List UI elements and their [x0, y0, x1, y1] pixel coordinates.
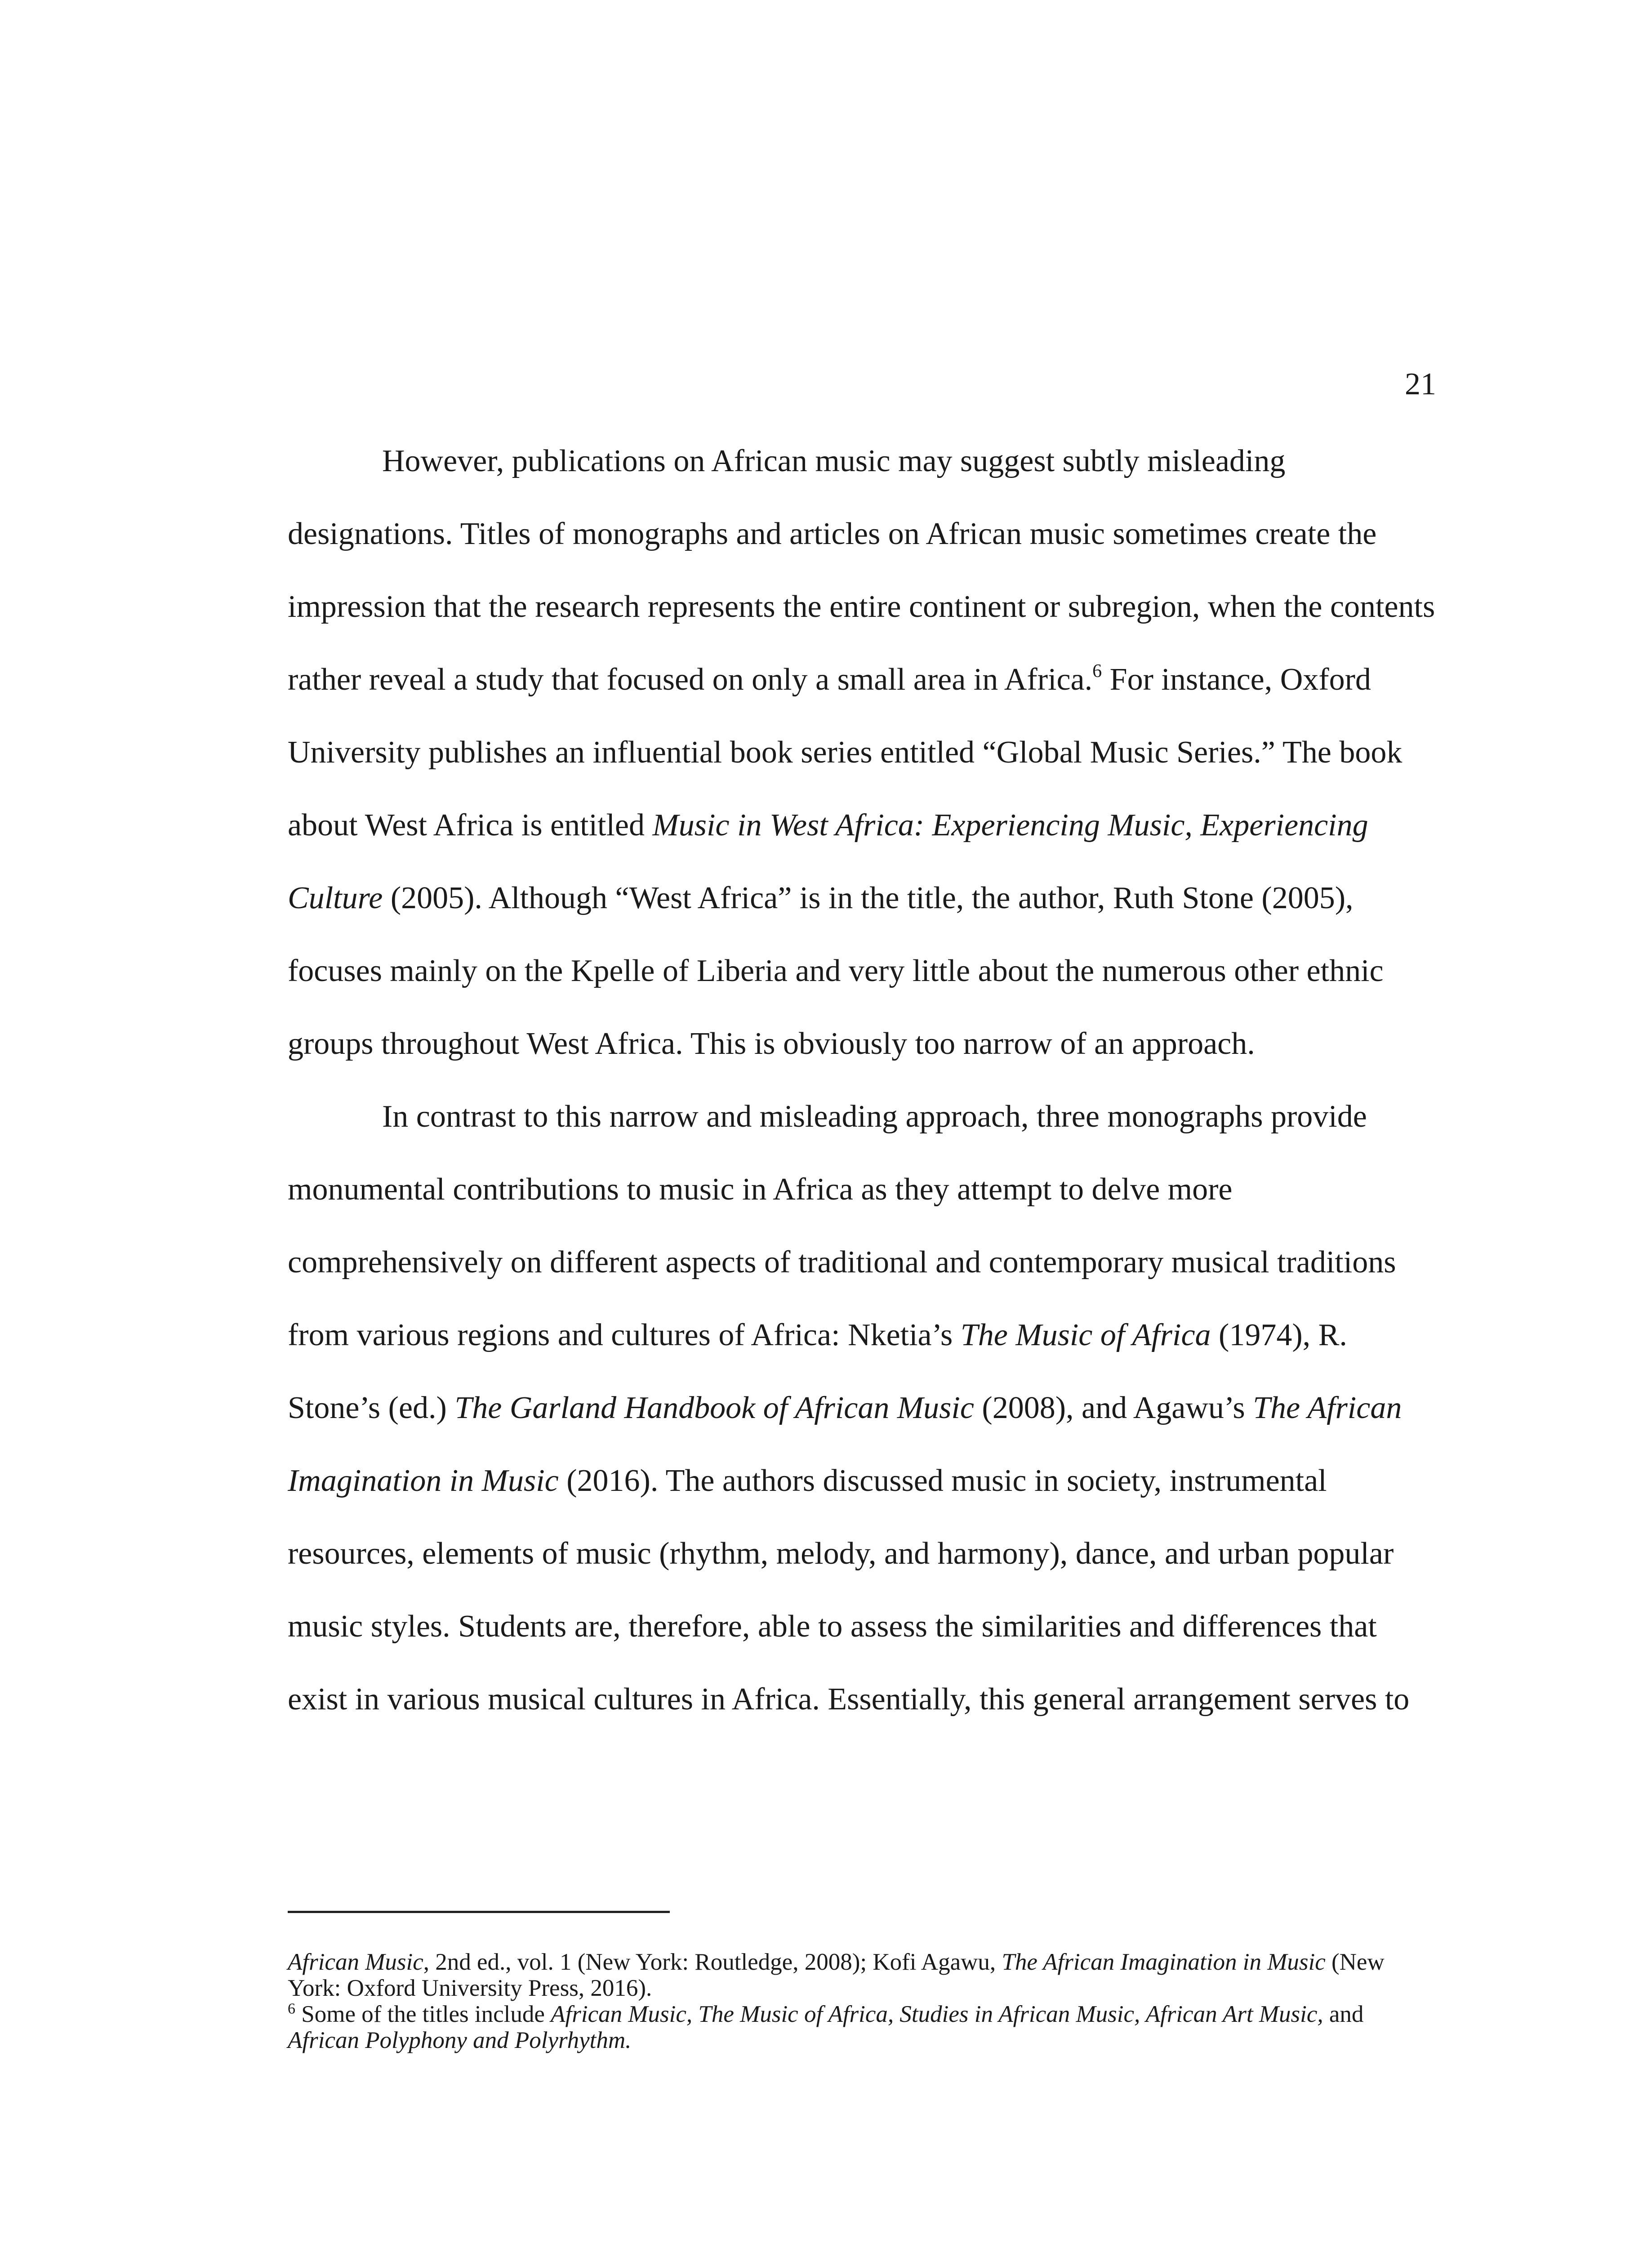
paragraph-2-text-b: (1974), R. Stone’s (ed.) [288, 1318, 1355, 1425]
paragraph-2-text-d: (2016). The authors discussed music in society, instrumental resources, elements of music (rhythm, melody, and harmony), dance, and urban popular music styles. Students are, therefore, able to assess the similarities and differences that exist in various musical cultures in Africa. Essentially, this general arrangement serves to [288, 1463, 1410, 1717]
paragraph-1 [288, 425, 1443, 1080]
book-title-music-of-africa: The Music of Africa [960, 1318, 1211, 1352]
paragraph-2 [288, 1080, 1438, 1736]
footnote-reference-6: 6 [1092, 660, 1102, 682]
footnote-cont-title-2: The African Imagination in Music [1002, 1949, 1326, 1975]
footnote-cont-text-1: , 2nd ed., vol. 1 (New York: Routledge, 2008); Kofi Agawu, [423, 1949, 1002, 1975]
footnote-cont-title-1: African Music [288, 1949, 423, 1975]
footnote-6-titles-1: African Music, The Music of Africa, Studies in African Music, African Art Music, [551, 2001, 1323, 2027]
footnote-6 [288, 2001, 1438, 2053]
book-title-garland-handbook: The Garland Handbook of African Music [454, 1391, 974, 1425]
paragraph-1-text-a: However, publications on African music may suggest subtly misleading designations. Titles of monographs and articles on African music sometimes create the impression that the research represents the entire continent or subregion, when the contents rather reveal a study that focused on only a small area in Africa. [288, 444, 1443, 697]
body-text [288, 425, 1443, 1736]
footnote-continuation [288, 1949, 1438, 2001]
footnote-6-number: 6 [288, 2000, 295, 2017]
footnotes [288, 1949, 1438, 2053]
book-title-music-in-west-africa: Music in West Africa: Experiencing Music, Experiencing Culture [288, 808, 1376, 915]
footnote-separator [288, 1911, 670, 1913]
footnote-6-text-2: and [1323, 2001, 1364, 2027]
paragraph-1-text-b: For instance, Oxford University publishes an influential book series entitled “Global Music Series.” The book about West Africa is entitled [288, 662, 1410, 843]
book-title-african-imagination: The African Imagination in Music [288, 1391, 1410, 1498]
footnote-cont-text-2: (New York: Oxford University Press, 2016). [288, 1949, 1385, 2001]
paragraph-1-text-c: (2005). Although “West Africa” is in the title, the author, Ruth Stone (2005), focuses mainly on the Kpelle of Liberia and very little about the numerous other ethnic groups throughout West Africa. This is obviously too narrow of an approach. [288, 881, 1392, 1061]
paragraph-2-text-c: (2008), and Agawu’s [974, 1391, 1253, 1425]
footnote-6-titles-2: African Polyphony and Polyrhythm. [288, 2027, 632, 2053]
paragraph-2-text-a: In contrast to this narrow and misleading approach, three monographs provide monumental contributions to music in Africa as they attempt to delve more comprehensively on different aspects of traditional and contemporary musical traditions from various regions and cultures of Africa: Nketia’s [288, 1099, 1404, 1352]
footnote-6-text-1: Some of the titles include [295, 2001, 551, 2027]
page-number: 21 [1405, 367, 1436, 401]
